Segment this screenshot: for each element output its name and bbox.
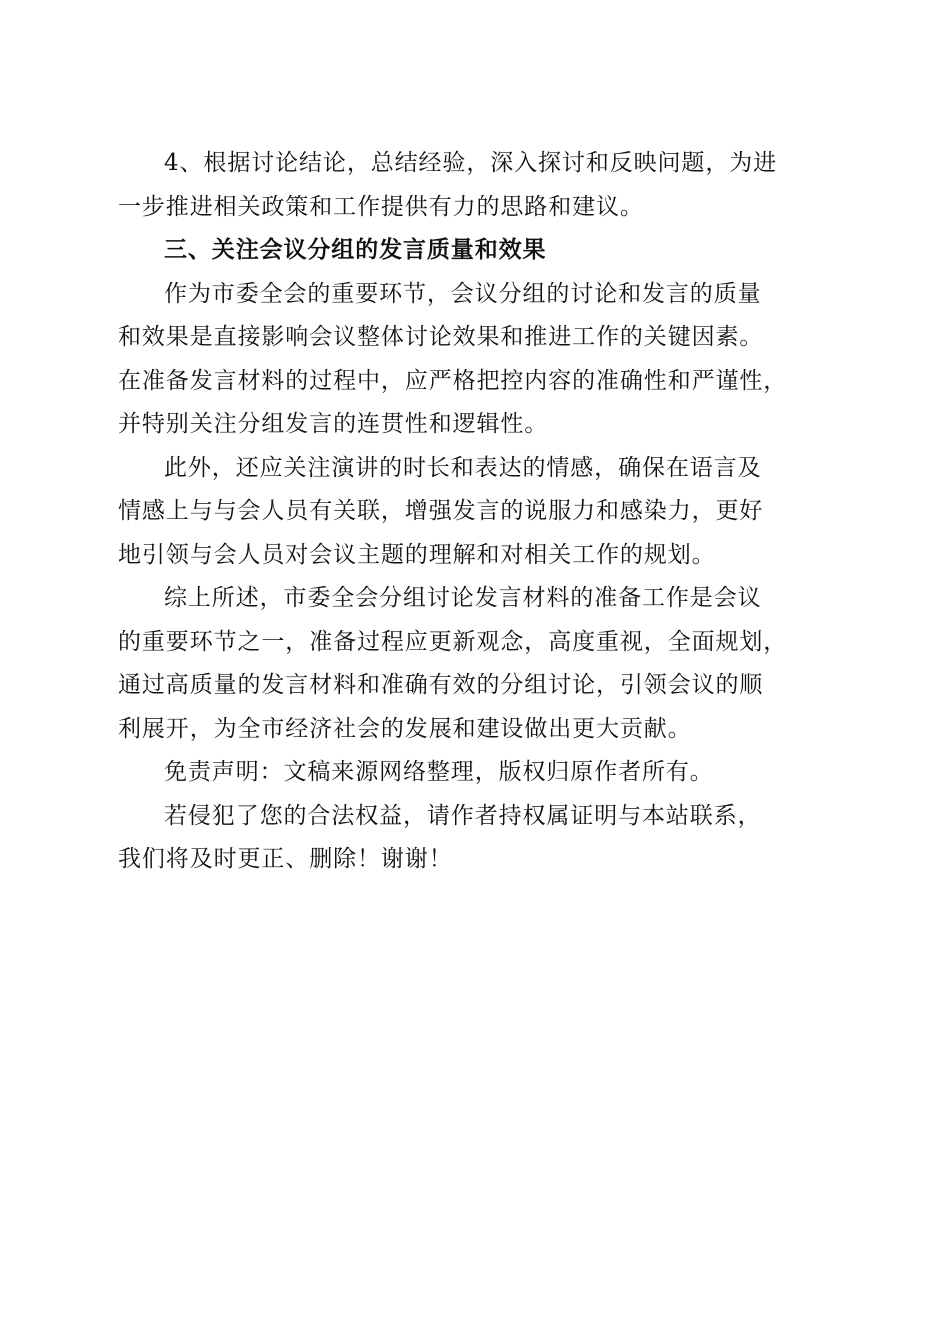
text-line: 并特别关注分组发言的连贯性和逻辑性。 <box>118 411 549 437</box>
text-line: 和效果是直接影响会议整体讨论效果和推进工作的关键因素。 <box>118 324 764 350</box>
text-line: 在准备发言材料的过程中，应严格把控内容的准确性和严谨性， <box>118 367 788 394</box>
paragraph-contact-notice <box>118 795 830 882</box>
text-line: 综上所述，市委全会分组讨论发言材料的准备工作是会议 <box>164 585 762 611</box>
text-line: 地引领与会人员对会议主题的理解和对相关工作的规划。 <box>118 541 716 568</box>
text-line: 我们将及时更正、删除！谢谢！ <box>118 846 453 872</box>
text-line: 此外，还应关注演讲的时长和表达的情感，确保在语言及 <box>164 454 762 481</box>
paragraph-summary <box>118 577 830 751</box>
paragraph-speech-quality <box>118 273 830 447</box>
section-heading <box>118 229 830 273</box>
heading-text: 三、关注会议分组的发言质量和效果 <box>164 237 547 263</box>
paragraph-point-4 <box>118 142 830 229</box>
text-line: 若侵犯了您的合法权益，请作者持权属证明与本站联系， <box>164 802 762 829</box>
text-line: 作为市委全会的重要环节，会议分组的讨论和发言的质量 <box>164 280 762 307</box>
text-line: 情感上与与会人员有关联，增强发言的说服力和感染力，更好 <box>118 498 764 524</box>
text-line: 4、根据讨论结论，总结经验，深入探讨和反映问题，为进 <box>164 150 778 176</box>
text-line: 的重要环节之一，准备过程应更新观念，高度重视，全面规划， <box>118 628 788 655</box>
text-line: 一步推进相关政策和工作提供有力的思路和建议。 <box>118 193 644 220</box>
text-line: 免责声明：文稿来源网络整理，版权归原作者所有。 <box>164 759 714 785</box>
paragraph-speech-emotion <box>118 447 830 578</box>
document-body <box>118 142 830 882</box>
text-line: 利展开，为全市经济社会的发展和建设做出更大贡献。 <box>118 715 692 742</box>
paragraph-disclaimer <box>118 751 830 795</box>
text-line: 通过高质量的发言材料和准确有效的分组讨论，引领会议的顺 <box>118 672 764 698</box>
